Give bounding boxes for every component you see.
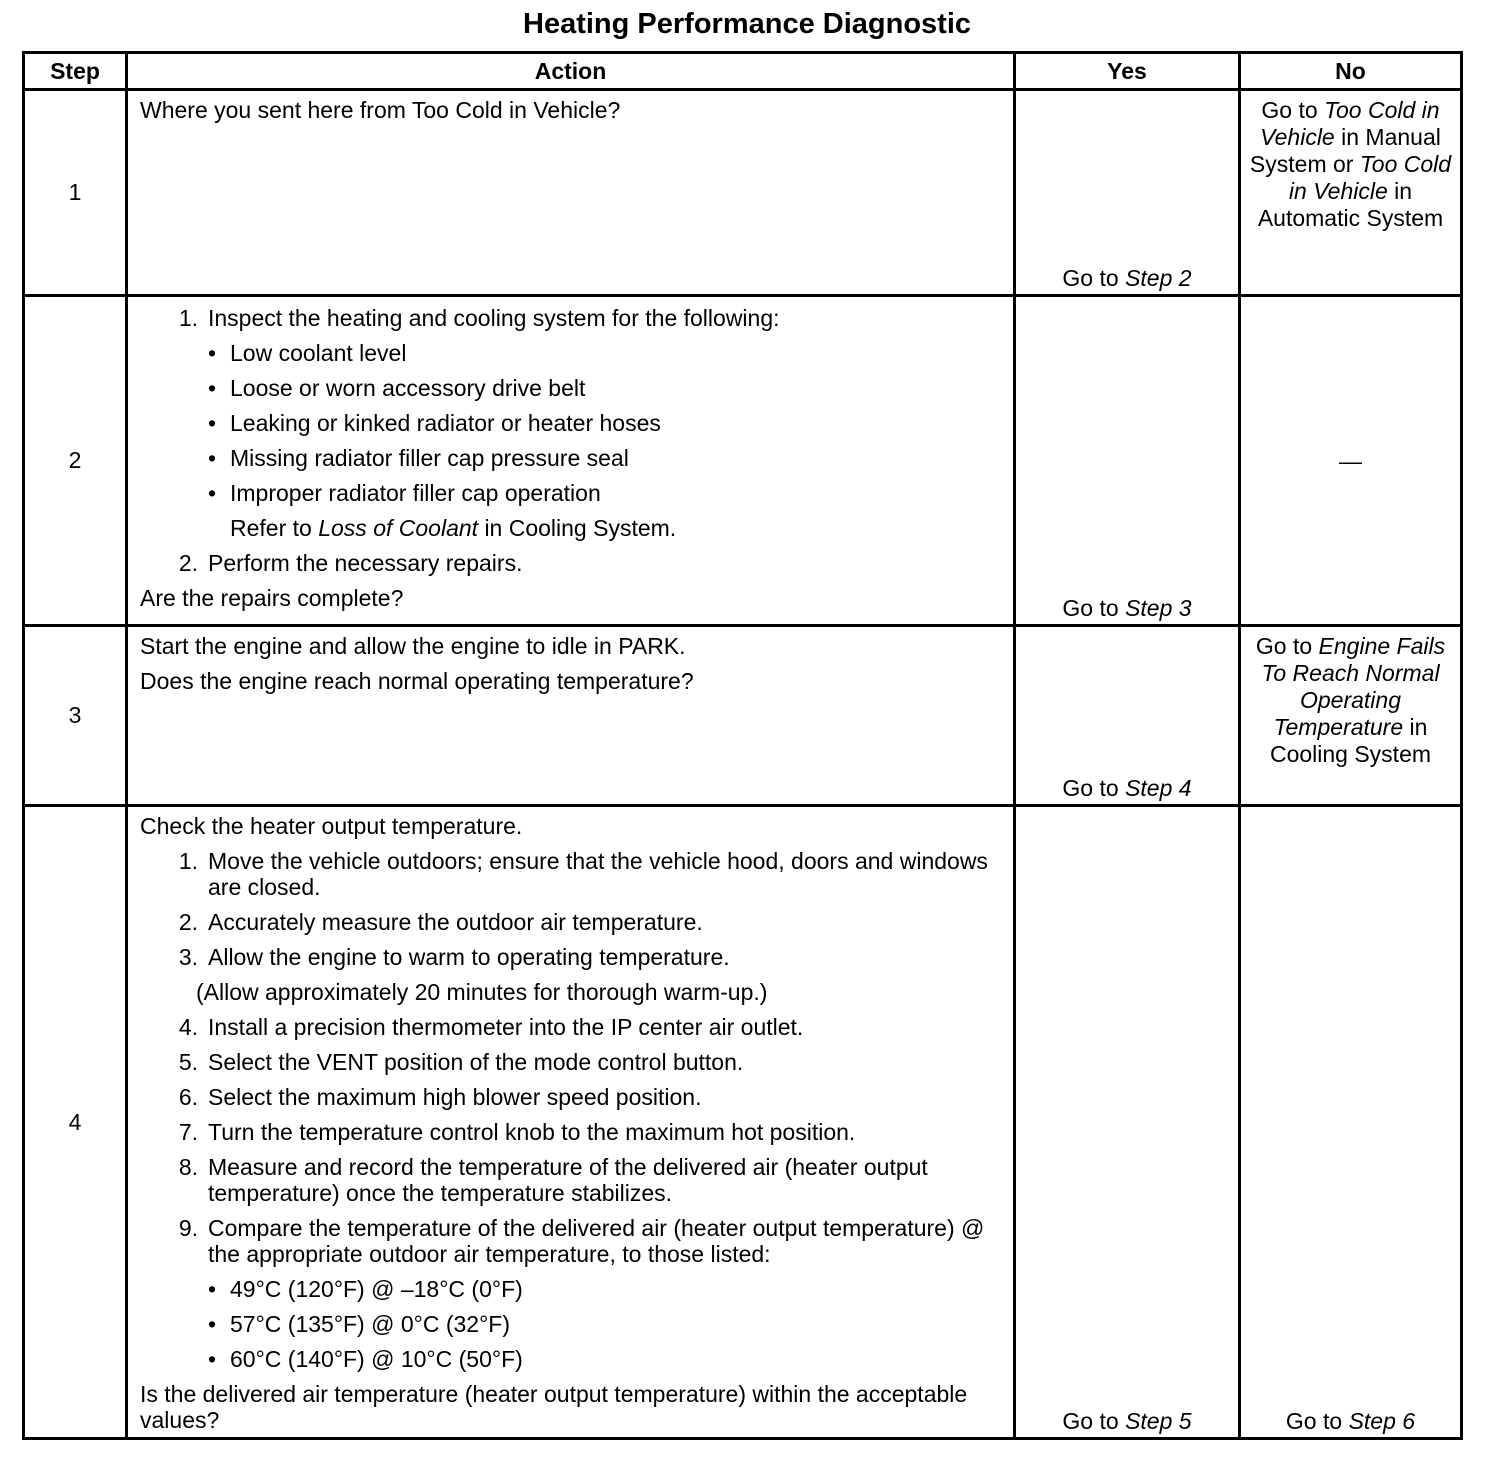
action-list-item: 1. Inspect the heating and cooling system for the following:	[178, 305, 780, 331]
diagnostic-table	[22, 51, 1463, 1440]
no-prefix: Go to	[1285, 1408, 1343, 1434]
action-bullet: • Low coolant level	[208, 340, 407, 366]
no-cell	[1240, 90, 1462, 296]
action-bullet: • 57°C (135°F) @ 0°C (32°F)	[208, 1311, 510, 1337]
action-cell	[127, 626, 1015, 806]
action-list-item: 1. Move the vehicle outdoors; ensure that the vehicle hood, doors and windows are closed.	[178, 848, 988, 900]
header-yes: Yes	[1015, 53, 1240, 90]
step-number: 2	[24, 296, 127, 626]
action-cell	[127, 90, 1015, 296]
action-list-item: 2. Accurately measure the outdoor air temperature.	[178, 909, 703, 935]
no-step-link[interactable]: Step 6	[1348, 1408, 1416, 1434]
header-no: No	[1240, 53, 1462, 90]
no-cell	[1240, 296, 1462, 626]
action-bullet: • 49°C (120°F) @ –18°C (0°F)	[208, 1276, 523, 1302]
action-list-item: 7. Turn the temperature control knob to the maximum hot position.	[178, 1119, 856, 1145]
action-list-item: 6. Select the maximum high blower speed position.	[178, 1084, 702, 1110]
yes-cell	[1015, 626, 1240, 806]
action-question: Is the delivered air temperature (heater output temperature) within the acceptable values?	[140, 1381, 968, 1433]
yes-step-link[interactable]: Step 3	[1125, 595, 1192, 621]
yes-prefix: Go to	[1062, 775, 1119, 801]
action-cell	[127, 296, 1015, 626]
no-cell	[1240, 806, 1462, 1439]
action-bullet: • Loose or worn accessory drive belt	[208, 375, 586, 401]
no-text: in Manual System or	[1249, 124, 1441, 177]
table-row-step-1	[24, 90, 1462, 296]
action-bullet: • Improper radiator filler cap operation	[208, 480, 601, 506]
action-list-item: 5. Select the VENT position of the mode control button.	[178, 1049, 744, 1075]
page-title: Heating Performance Diagnostic	[523, 8, 971, 40]
yes-step-link[interactable]: Step 2	[1125, 265, 1192, 291]
action-cell	[127, 806, 1015, 1439]
action-question: Where you sent here from Too Cold in Vehicle?	[140, 97, 621, 123]
action-bullet: • 60°C (140°F) @ 10°C (50°F)	[208, 1346, 523, 1372]
action-question: Does the engine reach normal operating temperature?	[140, 668, 694, 694]
header-action: Action	[127, 53, 1015, 90]
action-list-item: 3. Allow the engine to warm to operating temperature.	[178, 944, 730, 970]
yes-step-link[interactable]: Step 4	[1125, 775, 1192, 801]
yes-prefix: Go to	[1062, 595, 1119, 621]
header-row	[24, 53, 1462, 90]
no-procedure-link[interactable]: Engine Fails To Reach Normal Operating Temperature	[1261, 633, 1446, 740]
action-list-item: 9. Compare the temperature of the delivered air (heater output temperature) @ the appropriate outdoor air temperature, to those listed:	[178, 1215, 985, 1267]
no-text: in Automatic System	[1257, 178, 1444, 231]
table-row-step-3	[24, 626, 1462, 806]
yes-cell	[1015, 296, 1240, 626]
table-row-step-2	[24, 296, 1462, 626]
header-step: Step	[24, 53, 127, 90]
action-reference: Refer to Loss of Coolant in Cooling System.	[230, 515, 677, 541]
action-text: Start the engine and allow the engine to idle in PARK.	[140, 633, 686, 659]
yes-prefix: Go to	[1062, 1408, 1119, 1434]
no-cell	[1240, 626, 1462, 806]
yes-prefix: Go to	[1062, 265, 1119, 291]
reference-link[interactable]: Loss of Coolant	[318, 515, 479, 541]
action-bullet: • Missing radiator filler cap pressure seal	[208, 445, 629, 471]
no-text: Go to	[1261, 97, 1318, 123]
action-list-item: 8. Measure and record the temperature of the delivered air (heater output temperature) once the temperature stabilizes.	[178, 1154, 928, 1206]
yes-step-link[interactable]: Step 5	[1125, 1408, 1192, 1434]
yes-cell	[1015, 806, 1240, 1439]
action-list-item: 2. Perform the necessary repairs.	[178, 550, 523, 576]
no-text: in Cooling System	[1269, 714, 1432, 767]
action-intro: Check the heater output temperature.	[140, 813, 523, 839]
no-text: Go to	[1255, 633, 1313, 659]
no-dash: —	[1339, 448, 1362, 474]
no-procedure-link[interactable]: Too Cold in Vehicle	[1288, 151, 1452, 204]
action-question: Are the repairs complete?	[140, 585, 404, 611]
action-list-item: 4. Install a precision thermometer into the IP center air outlet.	[178, 1014, 804, 1040]
no-procedure-link[interactable]: Too Cold in Vehicle	[1260, 97, 1440, 150]
action-note: (Allow approximately 20 minutes for thorough warm-up.)	[196, 979, 768, 1005]
step-number: 4	[24, 806, 127, 1439]
table-row-step-4	[24, 806, 1462, 1439]
step-number: 1	[24, 90, 127, 296]
step-number: 3	[24, 626, 127, 806]
yes-cell	[1015, 90, 1240, 296]
action-bullet: • Leaking or kinked radiator or heater hoses	[208, 410, 661, 436]
